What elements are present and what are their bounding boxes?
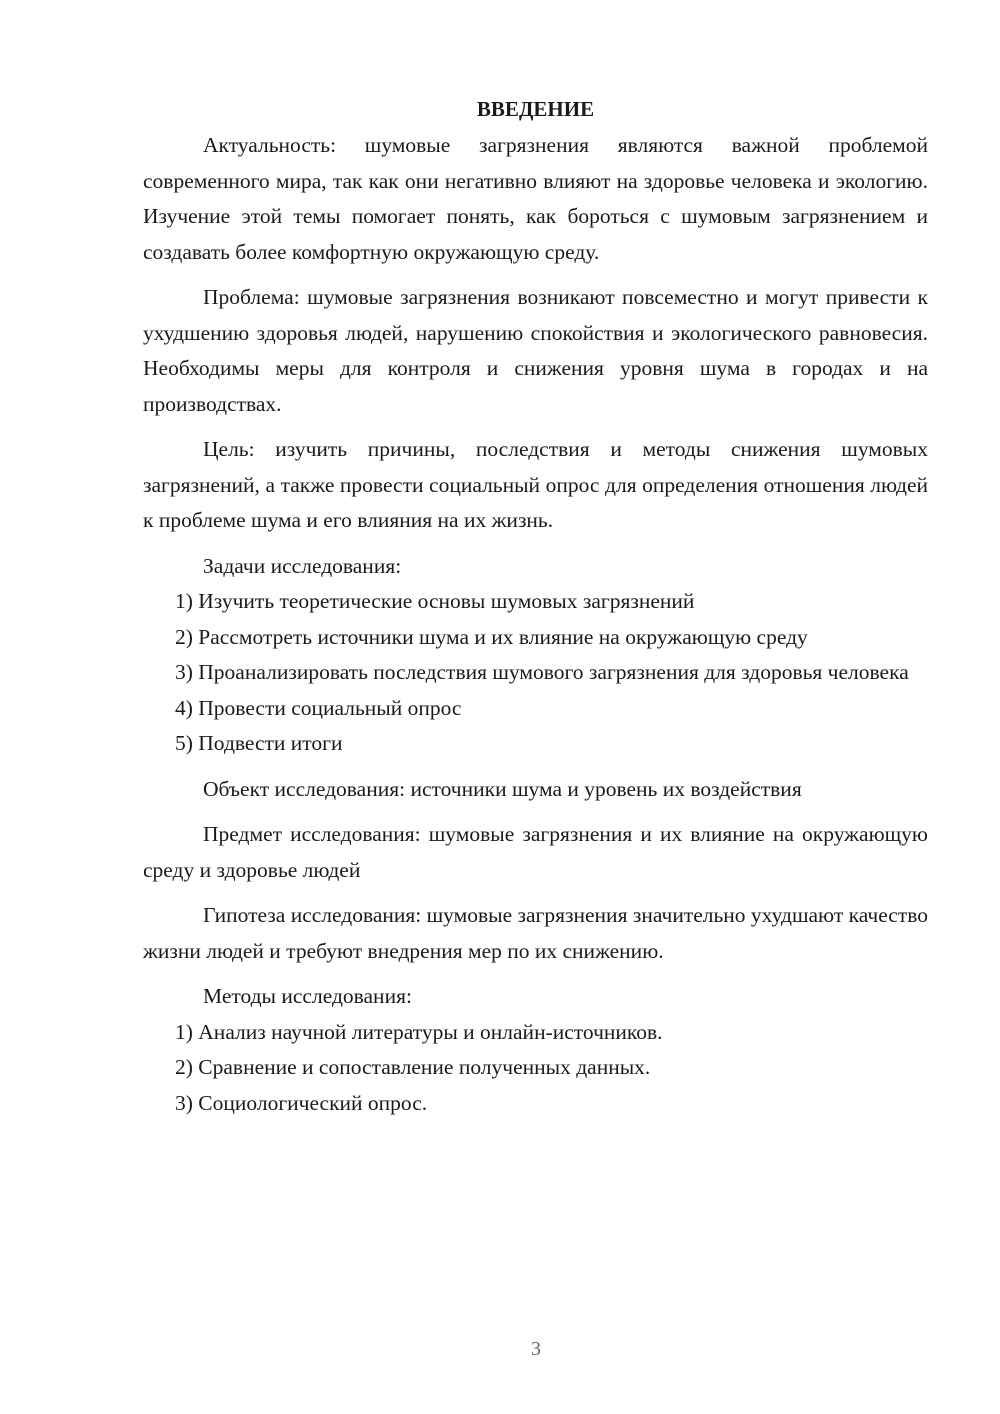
paragraph-subject: Предмет исследования: шумовые загрязнения и их влияние на окружающую среду и здоровье людей — [143, 822, 928, 882]
tasks-heading: Задачи исследования: — [203, 553, 402, 578]
paragraph-object: Объект исследования: источники шума и уровень их воздействия — [203, 776, 802, 801]
paragraph-hypothesis: Гипотеза исследования: шумовые загрязнения значительно ухудшают качество жизни людей и требуют внедрения мер по их снижению. — [143, 903, 928, 963]
page-number: 3 — [531, 1338, 541, 1360]
methods-heading: Методы исследования: — [203, 984, 412, 1008]
paragraph-problem: Проблема: шумовые загрязнения возникают повсеместно и могут привести к ухудшению здоровья людей, нарушению спокойствия и экологического равновесия. Необходимы меры для контроля и снижения уровня шума в городах и на производствах. — [143, 285, 928, 416]
paragraph-goal: Цель: изучить причины, последствия и методы снижения шумовых загрязнений, а также провести социальный опрос для определения отношения людей к проблеме шума и его влияния на их жизнь. — [143, 437, 928, 532]
method-item-2: 2) Сравнение и сопоставление полученных данных. — [175, 1055, 651, 1079]
task-item-2: 2) Рассмотреть источники шума и их влияние на окружающую среду — [175, 624, 808, 649]
task-item-3: 3) Проанализировать последствия шумового загрязнения для здоровья человека — [175, 660, 909, 684]
task-item-5: 5) Подвести итоги — [175, 731, 343, 755]
page-title: ВВЕДЕНИЕ — [476, 97, 595, 121]
method-item-1: 1) Анализ научной литературы и онлайн-источников. — [175, 1019, 663, 1044]
task-item-4: 4) Провести социальный опрос — [175, 695, 462, 720]
document-body — [143, 92, 928, 1121]
task-item-1: 1) Изучить теоретические основы шумовых загрязнений — [175, 589, 695, 613]
method-item-3: 3) Социологический опрос. — [175, 1090, 428, 1115]
paragraph-relevance: Актуальность: шумовые загрязнения являются важной проблемой современного мира, так как они негативно влияют на здоровье человека и экологию. Изучение этой темы помогает понять, как бороться с шумовым загрязнением и создавать более комфортную окружающую среду. — [143, 133, 928, 264]
